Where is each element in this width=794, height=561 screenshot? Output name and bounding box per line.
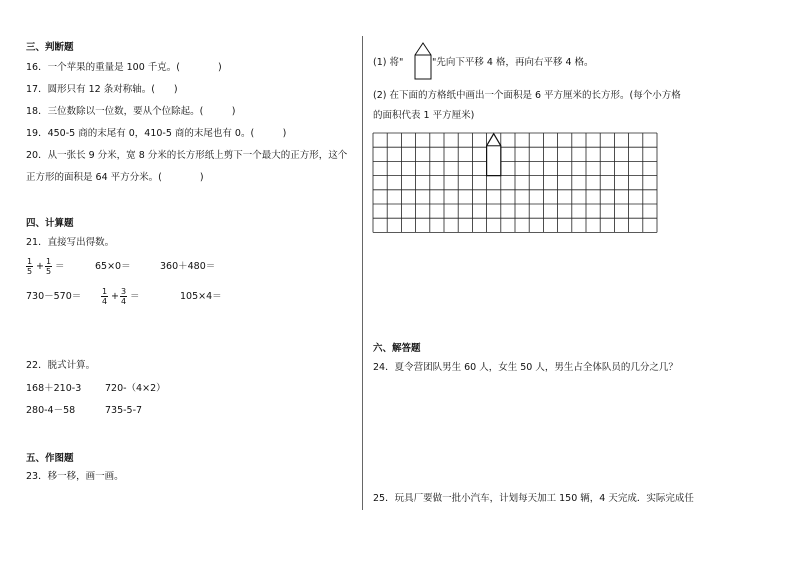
section4-title: 四、计算题 xyxy=(26,218,74,229)
question-25: 25．玩具厂要做一批小汽车，计划每天加工 150 辆，4 天完成．实际完成任 xyxy=(373,493,694,504)
question-22: 22．脱式计算。 xyxy=(26,360,96,371)
part2-line2: 的面积代表 1 平方厘米) xyxy=(373,110,475,121)
pencil-shape-in-grid xyxy=(487,134,501,176)
question-18: 18．三位数除以一位数，要从个位除起。( ) xyxy=(26,106,236,117)
denominator: 4 xyxy=(102,297,108,306)
square-grid[interactable] xyxy=(372,132,659,243)
question-20-line2: 正方形的面积是 64 平方分米。( ) xyxy=(26,172,204,183)
numerator: 1 xyxy=(46,257,52,266)
fraction-2a xyxy=(101,287,108,306)
question-16: 16．一个苹果的重量是 100 千克。( ) xyxy=(26,62,222,73)
section6-title: 六、解答题 xyxy=(373,343,421,354)
question-19: 19．450-5 商的末尾有 0，410-5 商的末尾也有 0。( ) xyxy=(26,128,287,139)
part1-text-after: "先向下平移 4 格，再向右平移 4 格。 xyxy=(432,57,594,68)
section5-title: 五、作图题 xyxy=(26,453,74,464)
numerator: 1 xyxy=(102,287,108,296)
calc-105x4: 105×4＝ xyxy=(180,291,222,302)
denominator: 5 xyxy=(46,267,52,276)
calc-730-minus-570: 730－570＝ xyxy=(26,291,82,302)
plus-sign: + xyxy=(111,291,119,302)
part2-line1: (2) 在下面的方格纸中画出一个面积是 6 平方厘米的长方形。(每个小方格 xyxy=(373,90,681,101)
fraction-2b xyxy=(120,287,127,306)
fraction-1a xyxy=(26,257,33,276)
expr-720-paren: 720-（4×2） xyxy=(105,383,166,394)
calc-360-plus-480: 360＋480＝ xyxy=(160,261,216,272)
part1-text-before: (1) 将" xyxy=(373,57,404,68)
question-20-line1: 20．从一张长 9 分米，宽 8 分米的长方形纸上剪下一个最大的正方形，这个 xyxy=(26,150,348,161)
numerator: 1 xyxy=(27,257,33,266)
question-17: 17．圆形只有 12 条对称轴。( ) xyxy=(26,84,178,95)
equals-sign: ＝ xyxy=(130,291,140,302)
column-divider xyxy=(362,36,363,510)
expr-735-5-7: 735-5-7 xyxy=(105,405,143,416)
fraction-1b xyxy=(45,257,52,276)
denominator: 5 xyxy=(27,267,33,276)
pencil-shape-icon xyxy=(414,42,432,80)
denominator: 4 xyxy=(121,297,127,306)
question-21: 21．直接写出得数。 xyxy=(26,237,115,248)
expr-280-4-58: 280-4－58 xyxy=(26,405,76,416)
numerator: 3 xyxy=(121,287,127,296)
section3-title: 三、判断题 xyxy=(26,42,74,53)
expr-168-plus-210-3: 168＋210-3 xyxy=(26,383,82,394)
question-23: 23．移一移，画一画。 xyxy=(26,471,124,482)
equals-sign: ＝ xyxy=(55,261,65,272)
plus-sign: + xyxy=(36,261,44,272)
calc-65x0: 65×0＝ xyxy=(95,261,131,272)
question-24: 24．夏令营团队男生 60 人，女生 50 人，男生占全体队员的几分之几？ xyxy=(373,362,678,373)
